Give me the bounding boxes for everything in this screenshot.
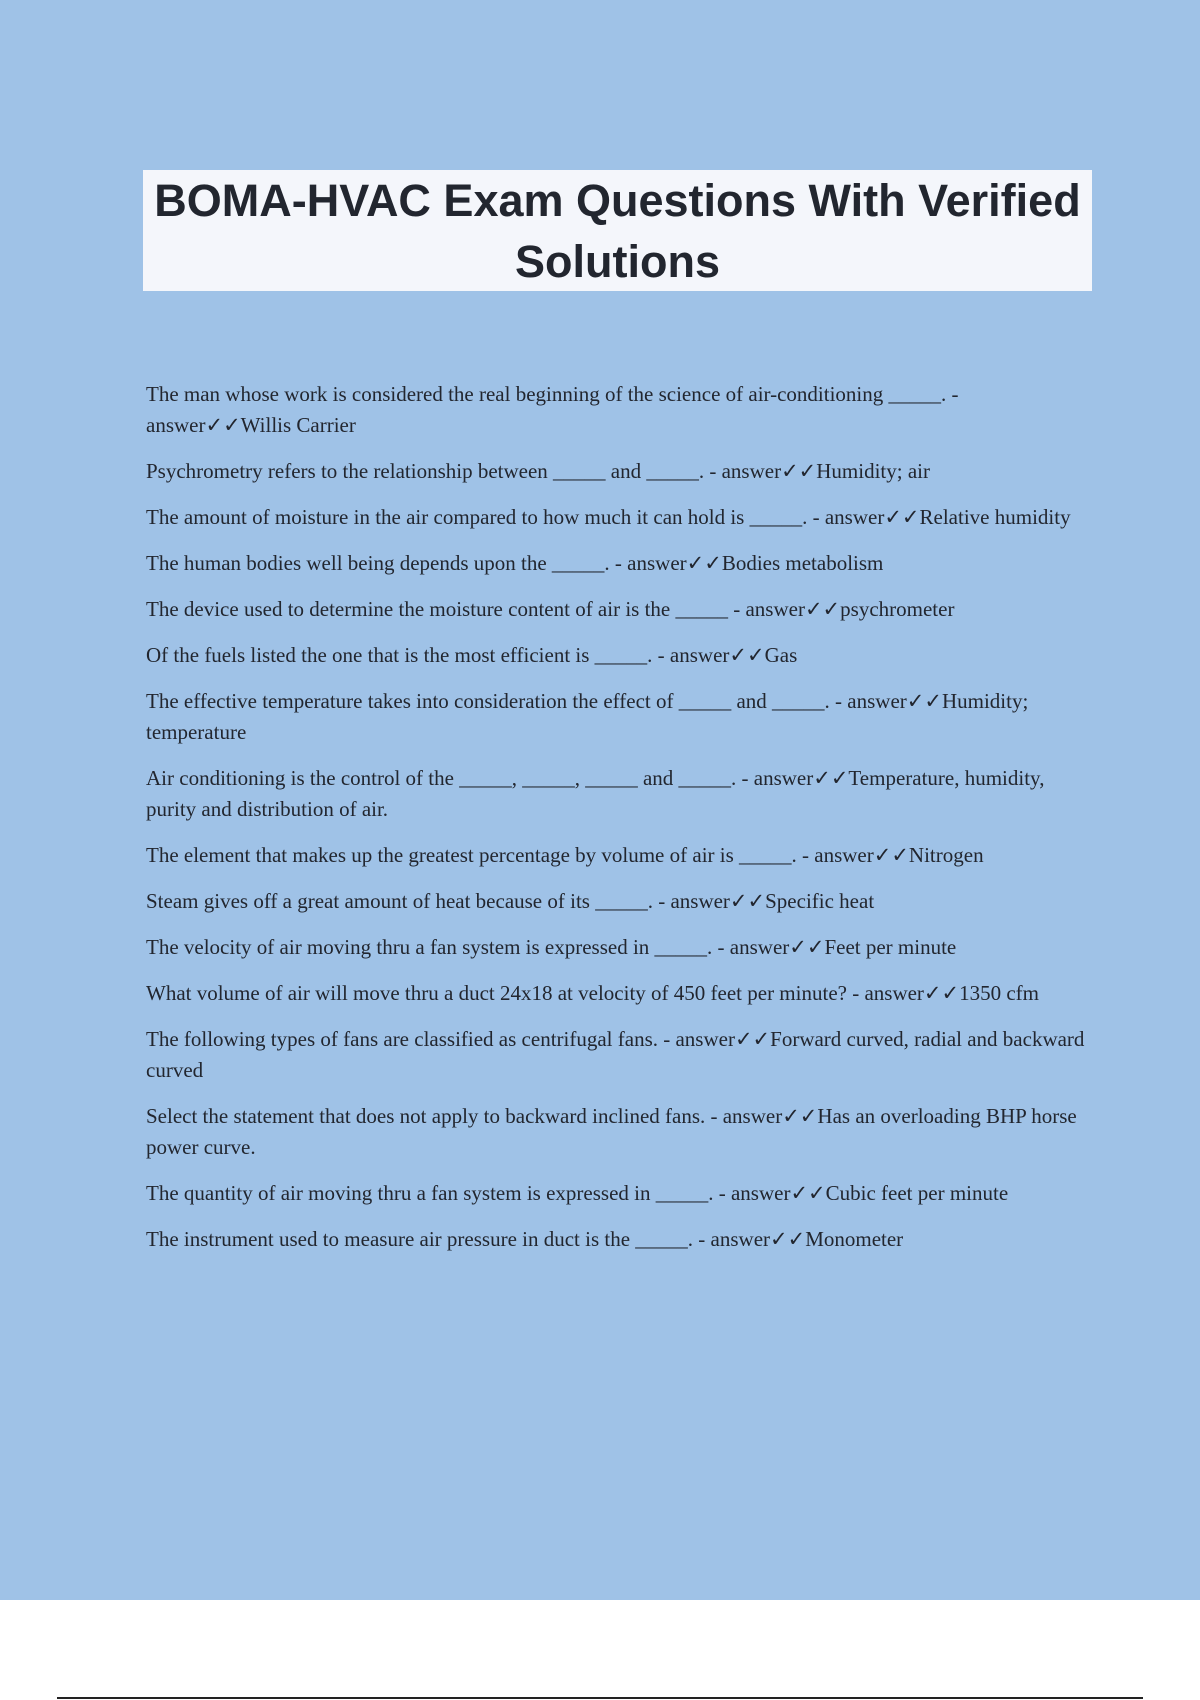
qa-item: The amount of moisture in the air compared to how much it can hold is _____. - answer✓✓Relative humidity — [146, 505, 1071, 529]
qa-item: What volume of air will move thru a duct 24x18 at velocity of 450 feet per minute? - answer✓✓1350 cfm — [146, 981, 1040, 1005]
footer-divider — [57, 1697, 1143, 1699]
qa-item: The man whose work is considered the real beginning of the science of air-conditioning _____. - answer✓✓Willis Carrier — [146, 382, 959, 437]
qa-item: The instrument used to measure air pressure in duct is the _____. - answer✓✓Monometer — [146, 1227, 904, 1251]
qa-item: The quantity of air moving thru a fan system is expressed in _____. - answer✓✓Cubic feet per minute — [146, 1181, 1009, 1205]
question-answer-list — [146, 379, 1096, 1270]
qa-item: The following types of fans are classified as centrifugal fans. - answer✓✓Forward curved, radial and backward curved — [146, 1027, 1085, 1082]
qa-item: Psychrometry refers to the relationship between _____ and _____. - answer✓✓Humidity; air — [146, 459, 931, 483]
qa-item: The device used to determine the moisture content of air is the _____ - answer✓✓psychrometer — [146, 597, 955, 621]
qa-item: The effective temperature takes into consideration the effect of _____ and _____. - answer✓✓Humidity; temperature — [146, 689, 1029, 744]
qa-item: The human bodies well being depends upon the _____. - answer✓✓Bodies metabolism — [146, 551, 884, 575]
title-banner — [143, 170, 1092, 291]
qa-item: Select the statement that does not apply to backward inclined fans. - answer✓✓Has an overloading BHP horse power curve. — [146, 1104, 1077, 1159]
qa-item: The velocity of air moving thru a fan system is expressed in _____. - answer✓✓Feet per minute — [146, 935, 957, 959]
document-title: BOMA-HVAC Exam Questions With Verified Solutions — [154, 174, 1081, 287]
qa-item: Air conditioning is the control of the _____, _____, _____ and _____. - answer✓✓Temperature, humidity, purity and distribution of air. — [146, 766, 1045, 821]
qa-item: The element that makes up the greatest percentage by volume of air is _____. - answer✓✓Nitrogen — [146, 843, 984, 867]
qa-item: Steam gives off a great amount of heat because of its _____. - answer✓✓Specific heat — [146, 889, 875, 913]
qa-item: Of the fuels listed the one that is the most efficient is _____. - answer✓✓Gas — [146, 643, 798, 667]
